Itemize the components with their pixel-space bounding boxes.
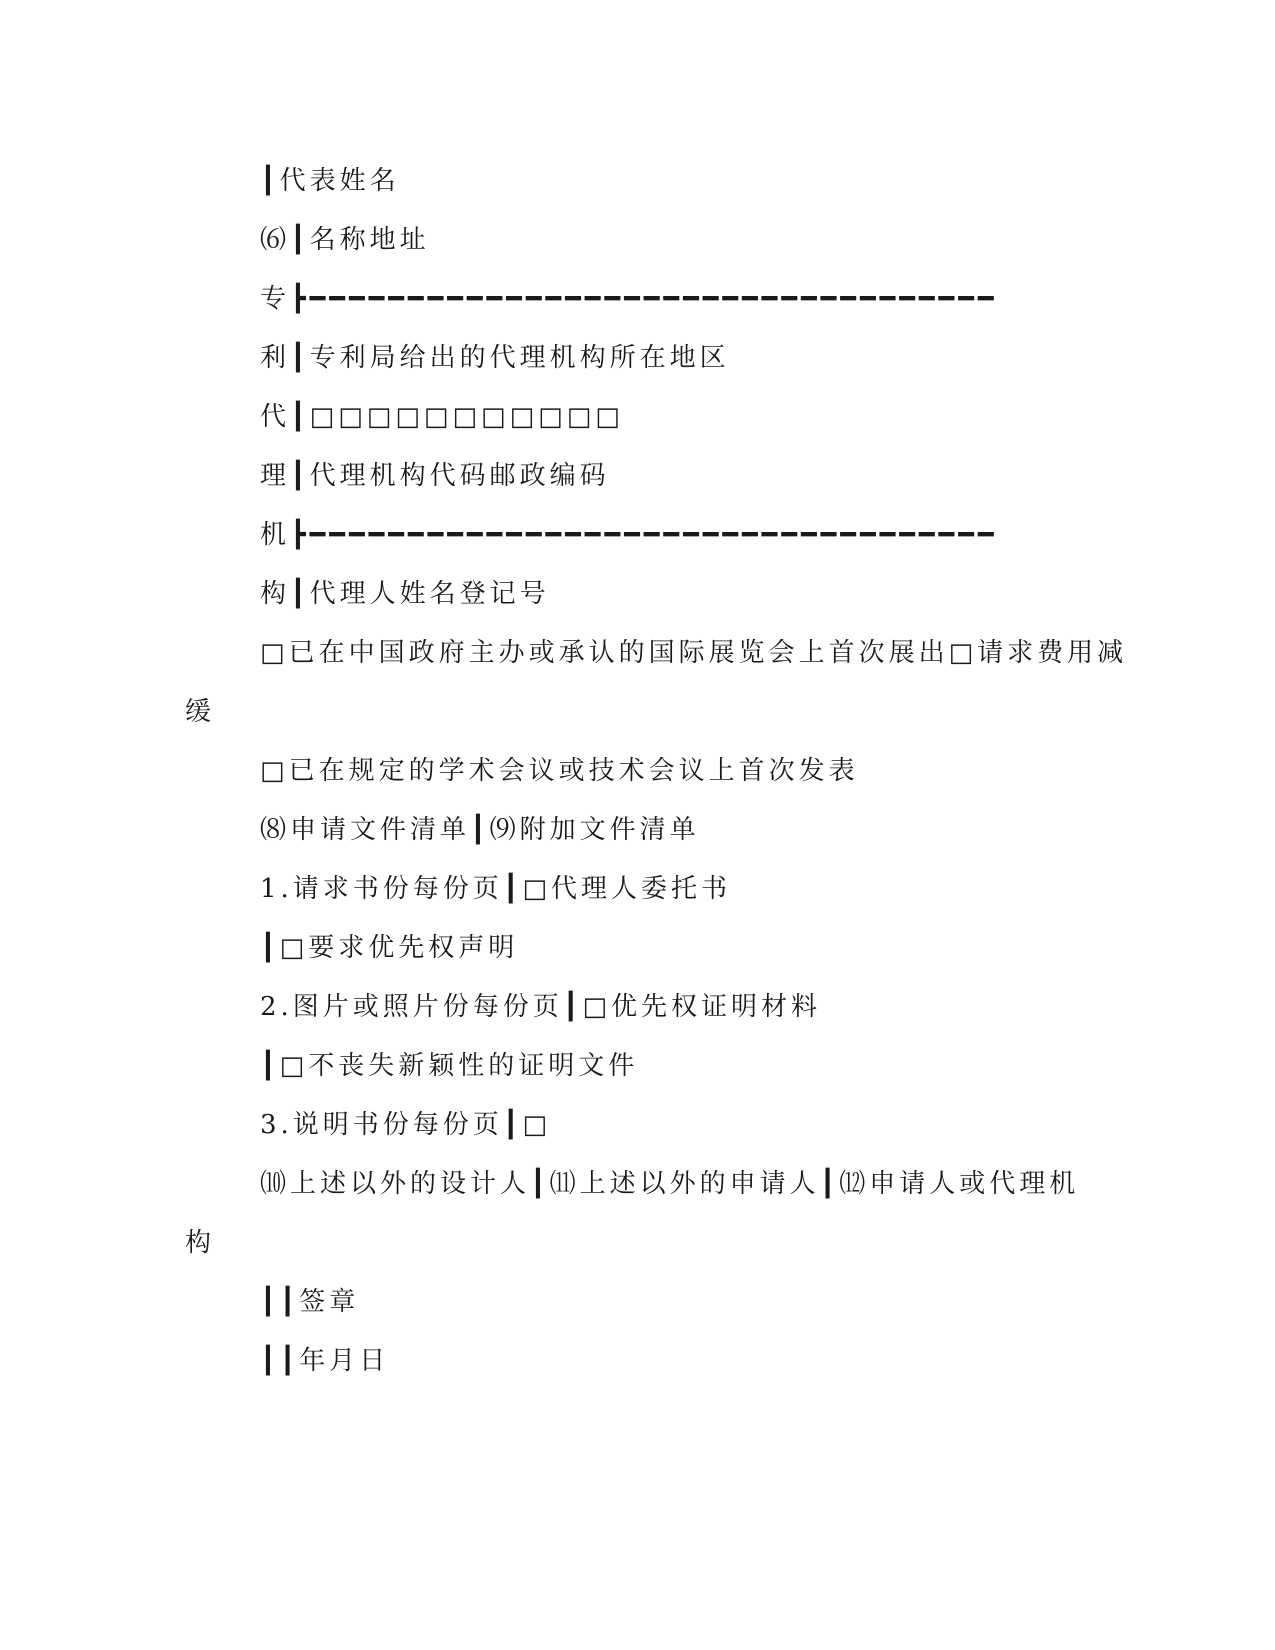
text-line-divider-1: 专┣━━━━━━━━━━━━━━━━━━━━━━━━━━━━━━━━━━━	[260, 284, 998, 314]
text-line-representative-name: ┃代表姓名	[260, 166, 400, 196]
text-line-signature: ┃┃签章	[260, 1287, 360, 1317]
text-line-academic-meeting: □已在规定的学术会议或技术会议上首次发表	[260, 756, 859, 786]
text-line-agent-name: 构┃代理人姓名登记号	[260, 579, 550, 609]
text-line-exhibition: □已在中国政府主办或承认的国际展览会上首次展出□请求费用减	[260, 638, 1128, 668]
text-line-file-lists: ⑻申请文件清单┃⑼附加文件清单	[260, 815, 700, 845]
text-line-divider-2: 机┣━━━━━━━━━━━━━━━━━━━━━━━━━━━━━━━━━━━	[260, 520, 998, 550]
text-line-designers-wrap: 构	[185, 1228, 216, 1258]
text-line-agency-region: 利┃专利局给出的代理机构所在地区	[260, 343, 730, 373]
text-line-agency-code: 理┃代理机构代码邮政编码	[260, 461, 610, 491]
text-line-pictures: 2.图片或照片份每份页┃□优先权证明材料	[260, 992, 822, 1022]
text-line-name-address: ⑹┃名称地址	[260, 225, 430, 255]
text-line-description: 3.说明书份每份页┃□	[260, 1110, 552, 1140]
text-line-checkboxes: 代┃□□□□□□□□□□□	[260, 402, 624, 432]
text-line-exhibition-wrap: 缓	[185, 697, 216, 727]
text-line-date: ┃┃年月日	[260, 1346, 390, 1376]
text-line-priority-declaration: ┃□要求优先权声明	[260, 933, 519, 963]
text-line-novelty-proof: ┃□不丧失新颖性的证明文件	[260, 1051, 639, 1081]
text-line-request-form: 1.请求书份每份页┃□代理人委托书	[260, 874, 732, 904]
text-line-designers-applicants: ⑽上述以外的设计人┃⑾上述以外的申请人┃⑿申请人或代理机	[260, 1169, 1080, 1199]
